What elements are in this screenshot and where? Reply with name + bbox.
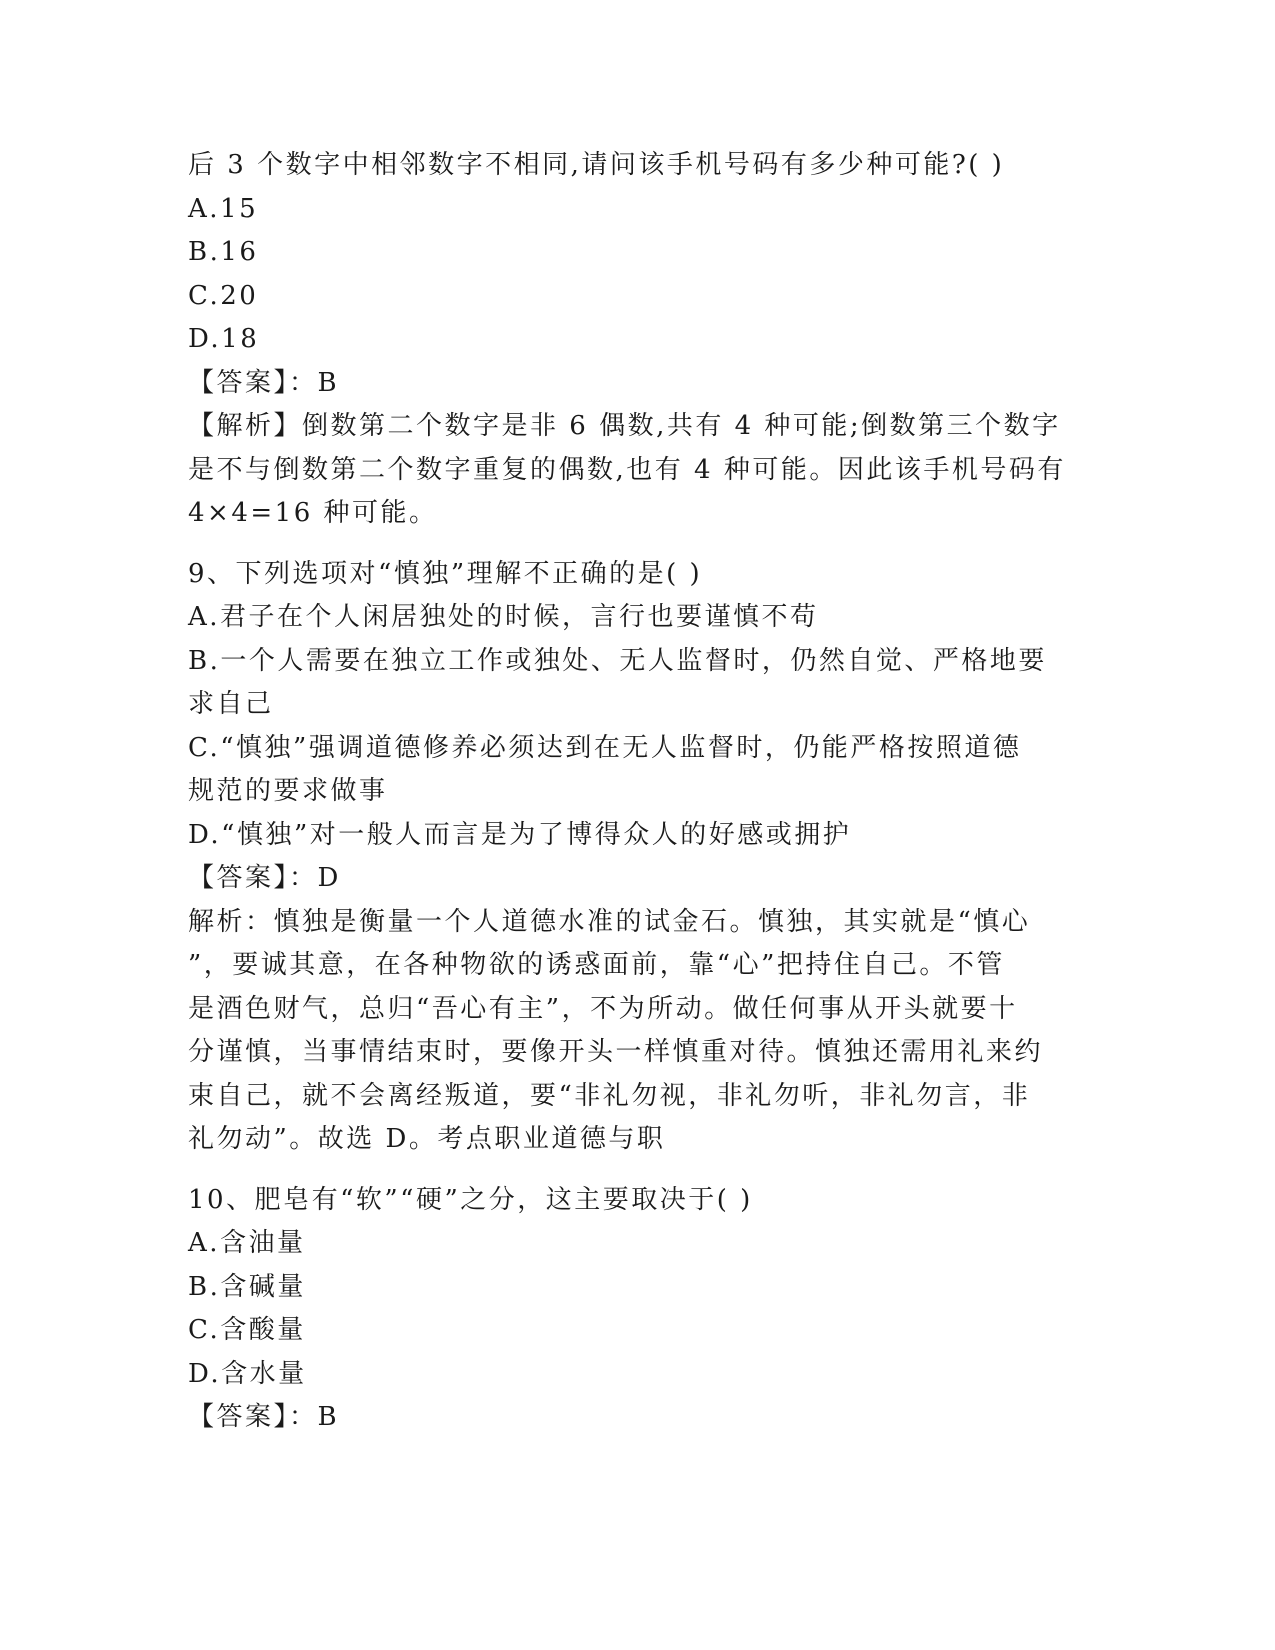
question-8 — [188, 144, 1088, 536]
question-9-option-a: A.君子在个人闲居独处的时候，言行也要谨慎不苟 — [188, 602, 819, 632]
question-8-analysis-line: 【解析】倒数第二个数字是非 6 偶数,共有 4 种可能;倒数第三个数字 — [188, 411, 1061, 441]
question-8-option-b: B.16 — [188, 237, 259, 267]
question-10 — [188, 1179, 1088, 1440]
question-10-stem: 10、肥皂有“软”“硬”之分，这主要取决于( ) — [188, 1184, 753, 1215]
question-8-answer: 【答案】：B — [188, 367, 340, 398]
question-9-answer: 【答案】：D — [188, 863, 341, 893]
question-9-analysis-line: 解析：慎独是衡量一个人道德水准的试金石。慎独，其实就是“慎心 — [188, 906, 1031, 937]
question-10-option-d: D.含水量 — [188, 1358, 307, 1389]
question-9-option-b: B.一个人需要在独立工作或独处、无人监督时，仍然自觉、严格地要 — [188, 645, 1047, 676]
question-spacer — [188, 536, 1088, 553]
question-8-stem-tail: 后 3 个数字中相邻数字不相同,请问该手机号码有多少种可能?( ) — [188, 150, 1005, 180]
page-content — [188, 144, 1088, 1440]
question-9 — [188, 553, 1088, 1162]
question-10-answer: 【答案】：B — [188, 1402, 340, 1432]
question-10-option-a: A.含油量 — [188, 1228, 306, 1258]
question-9-analysis-line: 是酒色财气，总归“吾心有主”，不为所动。做任何事从开头就要十 — [188, 993, 1018, 1024]
question-spacer — [188, 1162, 1088, 1179]
question-9-analysis-line: ”，要诚其意，在各种物欲的诱惑面前，靠“心”把持住自己。不管 — [188, 950, 1005, 980]
question-8-option-a: A.15 — [188, 193, 259, 224]
question-9-analysis-line: 束自己，就不会离经叛道，要“非礼勿视，非礼勿听，非礼勿言，非 — [188, 1080, 1031, 1111]
question-8-option-d: D.18 — [188, 324, 260, 354]
question-8-analysis-line: 是不与倒数第二个数字重复的偶数,也有 4 种可能。因此该手机号码有 — [188, 454, 1066, 485]
question-9-option-c-cont: 规范的要求做事 — [188, 776, 388, 806]
question-9-option-c: C.“慎独”强调道德修养必须达到在无人监督时，仍能严格按照道德 — [188, 732, 1022, 763]
question-9-analysis-line: 分谨慎，当事情结束时，要像开头一样慎重对待。慎独还需用礼来约 — [188, 1037, 1044, 1067]
question-8-analysis-line: 4×4=16 种可能。 — [188, 498, 438, 528]
question-9-option-d: D.“慎独”对一般人而言是为了博得众人的好感或拥护 — [188, 819, 852, 850]
question-9-option-b-cont: 求自己 — [188, 689, 274, 719]
question-10-option-c: C.含酸量 — [188, 1315, 306, 1345]
question-10-option-b: B.含碱量 — [188, 1271, 306, 1302]
question-9-stem: 9、下列选项对“慎独”理解不正确的是( ) — [188, 558, 703, 589]
question-8-option-c: C.20 — [188, 280, 259, 311]
question-9-analysis-line: 礼勿动”。故选 D。考点职业道德与职 — [188, 1124, 666, 1154]
